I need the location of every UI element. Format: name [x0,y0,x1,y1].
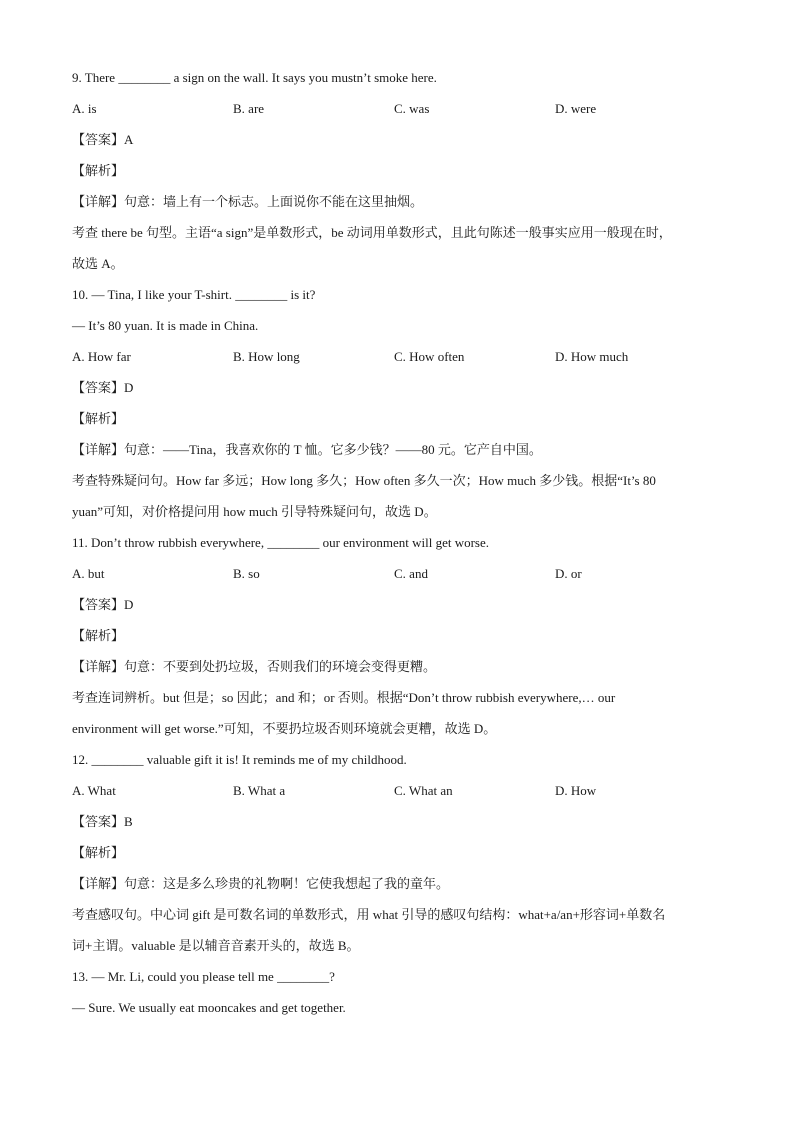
answer-line: 【答案】D [72,380,134,395]
explanation-line: 考查感叹句。中心词 gift 是可数名词的单数形式，用 what 引导的感叹句结构：what+a/an+形容词+单数名 [72,907,666,922]
option-c: C. was [394,101,430,116]
detail-line: 【详解】句意：墙上有一个标志。上面说你不能在这里抽烟。 [72,194,424,209]
question-options [72,341,722,372]
explanation-line: 故选 A。 [72,256,124,271]
question-options [72,93,722,124]
option-d: D. were [555,101,597,116]
option-c: C. How often [394,349,465,364]
explanation-line: yuan”可知，对价格提问用 how much 引导特殊疑问句，故选 D。 [72,504,437,519]
explanation-line: environment will get worse.”可知，不要扔垃圾否则环境就会更糟，故选 D。 [72,721,497,736]
question-stem: 13. — Mr. Li, could you please tell me ________? [72,969,335,984]
option-b: B. are [233,101,265,116]
option-a: A. What [72,783,116,798]
detail-line: 【详解】句意：不要到处扔垃圾，否则我们的环境会变得更糟。 [72,659,437,674]
question-stem: 11. Don’t throw rubbish everywhere, ________ our environment will get worse. [72,535,490,550]
option-d: D. How much [555,349,629,364]
answer-line: 【答案】B [72,814,133,829]
document-page [72,62,722,1023]
question-stem: 12. ________ valuable gift it is! It reminds me of my childhood. [72,752,407,767]
option-d: D. How [555,783,597,798]
option-a: A. How far [72,349,131,364]
question-options [72,558,722,589]
option-c: C. and [394,566,428,581]
option-c: C. What an [394,783,453,798]
question-stem: 9. There ________ a sign on the wall. It says you mustn’t smoke here. [72,70,437,85]
option-a: A. is [72,101,97,116]
answer-line: 【答案】D [72,597,134,612]
analysis-label: 【解析】 [72,163,125,178]
explanation-line: 词+主谓。valuable 是以辅音音素开头的，故选 B。 [72,938,360,953]
question-stem: — It’s 80 yuan. It is made in China. [72,318,259,333]
question-stem: 10. — Tina, I like your T-shirt. ________ is it? [72,287,316,302]
explanation-line: 考查特殊疑问句。How far 多远；How long 多久；How often 多久一次；How much 多少钱。根据“It’s 80 [72,473,656,488]
option-a: A. but [72,566,105,581]
answer-line: 【答案】A [72,132,134,147]
option-d: D. or [555,566,582,581]
option-b: B. so [233,566,260,581]
detail-line: 【详解】句意：这是多么珍贵的礼物啊！它使我想起了我的童年。 [72,876,450,891]
analysis-label: 【解析】 [72,628,125,643]
explanation-line: 考查 there be 句型。主语“a sign”是单数形式，be 动词用单数形式，且此句陈述一般事实应用一般现在时， [72,225,672,240]
question-stem: — Sure. We usually eat mooncakes and get together. [72,1000,346,1015]
option-b: B. What a [233,783,286,798]
explanation-line: 考查连词辨析。but 但是；so 因此；and 和；or 否则。根据“Don’t throw rubbish everywhere,… our [72,690,616,705]
detail-line: 【详解】句意：——Tina，我喜欢你的 T 恤。它多少钱？——80 元。它产自中国。 [72,442,542,457]
question-options [72,775,722,806]
analysis-label: 【解析】 [72,845,125,860]
analysis-label: 【解析】 [72,411,125,426]
option-b: B. How long [233,349,300,364]
